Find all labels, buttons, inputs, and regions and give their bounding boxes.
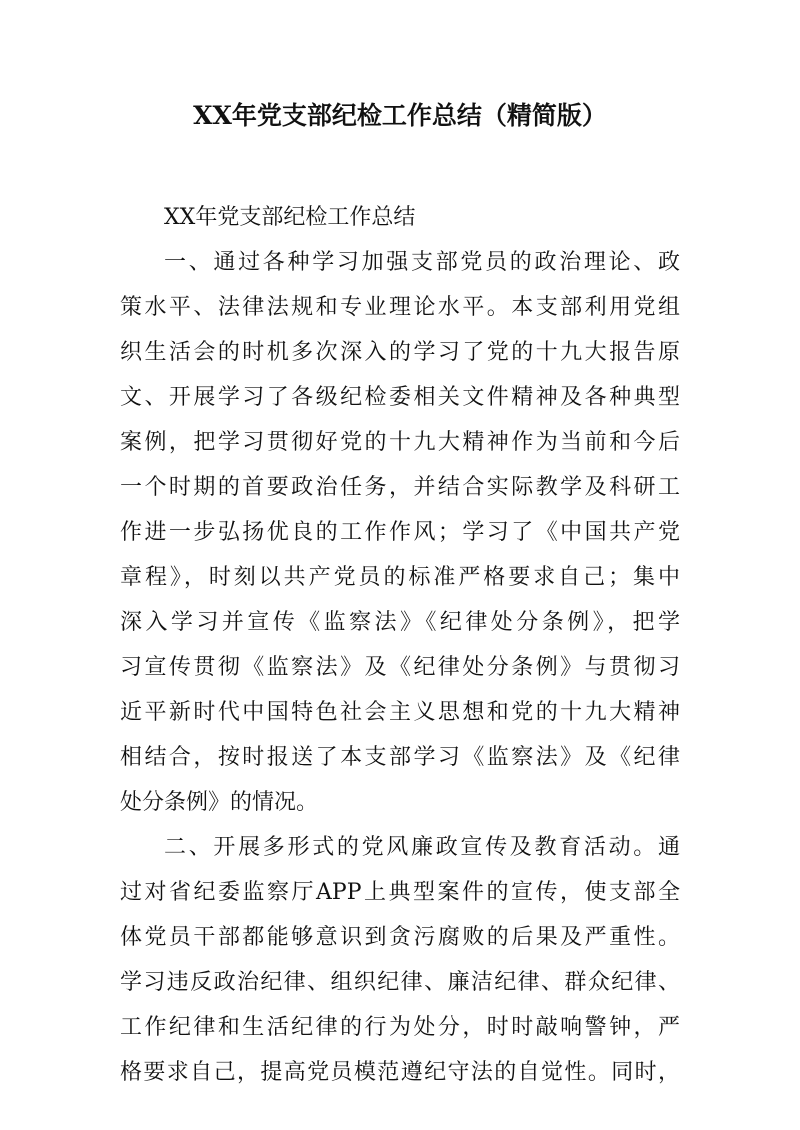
paragraph-line: 一个时期的首要政治任务，并结合实际教学及科研工 xyxy=(120,475,680,500)
document-body xyxy=(120,195,680,1095)
paragraph-line: 深入学习并宣传《监察法》《纪律处分条例》，把学 xyxy=(120,610,680,635)
paragraph-line: 学习违反政治纪律、组织纪律、廉洁纪律、群众纪律、 xyxy=(120,970,680,995)
paragraph-line: 作进一步弘扬优良的工作作风；学习了《中国共产党 xyxy=(120,520,680,545)
paragraph-line: 相结合，按时报送了本支部学习《监察法》及《纪律 xyxy=(120,745,680,770)
paragraph-line: 章程》，时刻以共产党员的标准严格要求自己；集中 xyxy=(120,565,680,590)
paragraph-line: 格要求自己，提高党员模范遵纪守法的自觉性。同时， xyxy=(120,1060,680,1085)
paragraph-line: 案例，把学习贯彻好党的十九大精神作为当前和今后 xyxy=(120,430,680,455)
paragraph-line: 二、开展多形式的党风廉政宣传及教育活动。通 xyxy=(164,835,680,860)
paragraph-line: 习宣传贯彻《监察法》及《纪律处分条例》与贯彻习 xyxy=(120,655,680,680)
paragraph-line: 一、通过各种学习加强支部党员的政治理论、政 xyxy=(164,250,680,275)
paragraph-line: 处分条例》的情况。 xyxy=(120,790,319,815)
paragraph-line: 过对省纪委监察厅APP上典型案件的宣传，使支部全 xyxy=(120,880,680,905)
subtitle-line: XX年党支部纪检工作总结 xyxy=(164,205,416,230)
paragraph-line: 织生活会的时机多次深入的学习了党的十九大报告原 xyxy=(120,340,680,365)
paragraph-line: 体党员干部都能够意识到贪污腐败的后果及严重性。 xyxy=(120,925,680,950)
document-title: XX年党支部纪检工作总结（精简版） xyxy=(193,101,607,130)
paragraph-line: 策水平、法律法规和专业理论水平。本支部利用党组 xyxy=(120,295,680,320)
paragraph-line: 近平新时代中国特色社会主义思想和党的十九大精神 xyxy=(120,700,680,725)
paragraph-line: 文、开展学习了各级纪检委相关文件精神及各种典型 xyxy=(120,385,680,410)
paragraph-line: 工作纪律和生活纪律的行为处分，时时敲响警钟，严 xyxy=(120,1015,680,1040)
